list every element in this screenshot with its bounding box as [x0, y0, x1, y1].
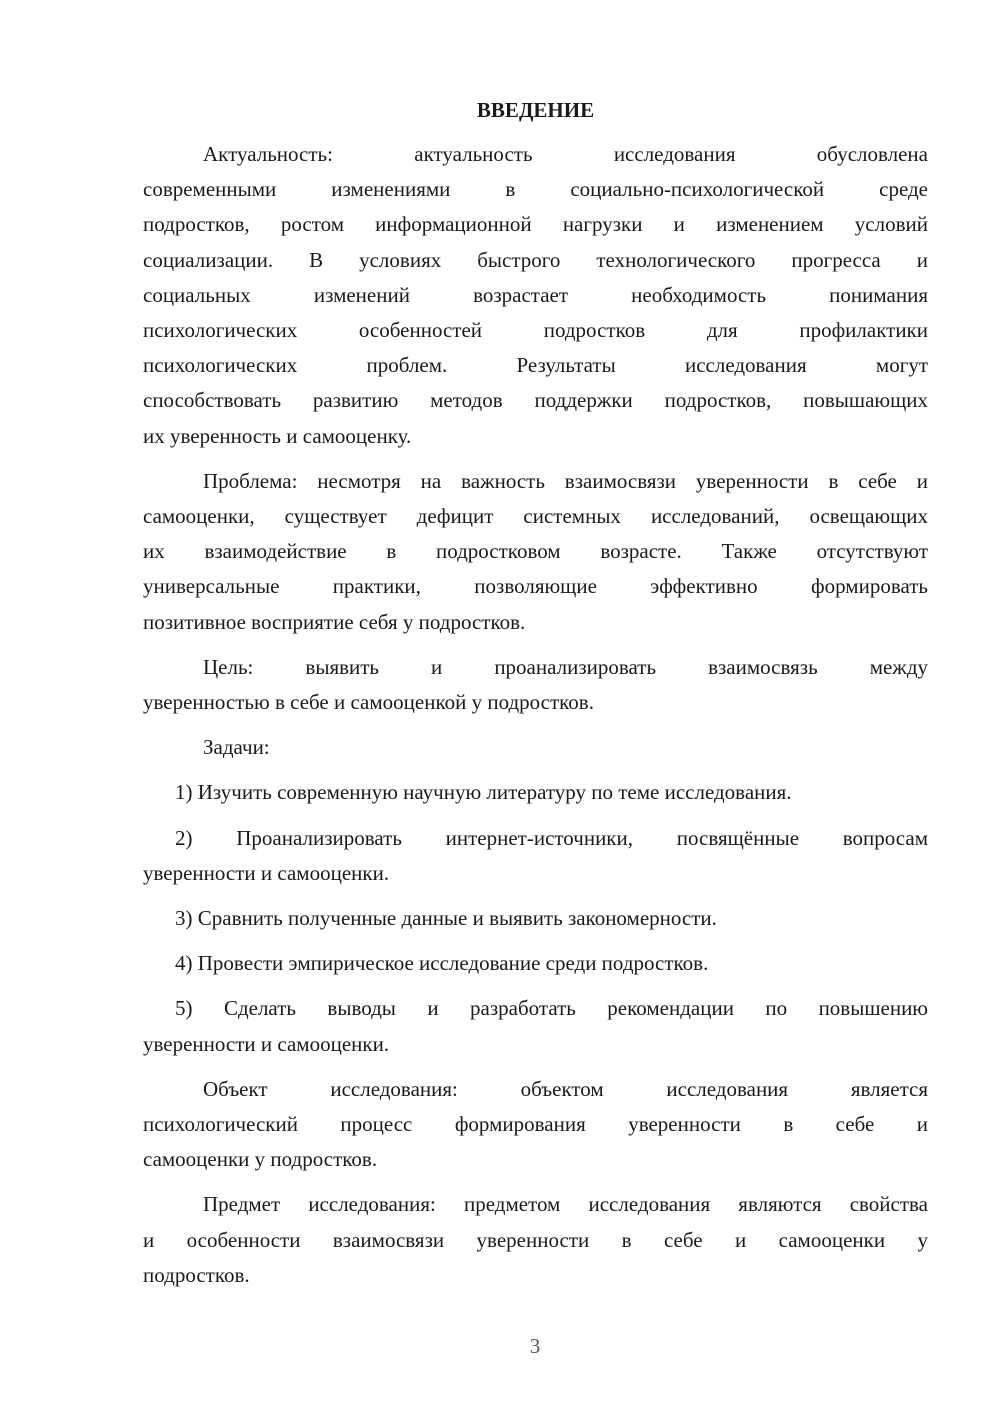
text-line: их уверенность и самооценку.: [143, 423, 412, 448]
text-line: самооценки, существует дефицит системных исследований, освещающих: [143, 504, 928, 529]
text-line: 2) Проанализировать интернет-источники, посвящённые вопросам: [175, 825, 928, 850]
tasks-heading: [143, 730, 928, 765]
text-line: социальных изменений возрастает необходимость понимания: [143, 282, 928, 307]
text-line: уверенностью в себе и самооценкой у подростков.: [143, 690, 594, 715]
text-line: уверенности и самооценки.: [143, 1031, 390, 1056]
text-line: психологических проблем. Результаты исследования могут: [143, 353, 928, 378]
document-title: ВВЕДЕНИЕ: [476, 98, 595, 122]
text-line: Объект исследования: объектом исследования является: [203, 1076, 928, 1101]
text-line: Цель: выявить и проанализировать взаимосвязь между: [203, 654, 928, 679]
text-line: их взаимодействие в подростковом возрасте. Также отсутствуют: [143, 539, 928, 564]
text-line: 3) Сравнить полученные данные и выявить закономерности.: [175, 906, 717, 931]
text-line: 5) Сделать выводы и разработать рекомендации по повышению: [175, 996, 928, 1021]
text-line: 1) Изучить современную научную литературу по теме исследования.: [175, 780, 792, 805]
task-item: [143, 775, 928, 810]
problem-paragraph: [143, 464, 928, 640]
text-line: подростков, ростом информационной нагрузки и изменением условий: [143, 212, 928, 237]
text-line: 4) Провести эмпирическое исследование среди подростков.: [175, 951, 709, 976]
text-line: психологический процесс формирования уверенности в себе и: [143, 1112, 928, 1137]
task-item: [143, 991, 928, 1061]
text-line: подростков.: [143, 1262, 250, 1287]
text-line: и особенности взаимосвязи уверенности в себе и самооценки у: [143, 1227, 928, 1252]
page-number: 3: [529, 1334, 541, 1358]
text-line: Предмет исследования: предметом исследования являются свойства: [203, 1192, 928, 1217]
relevance-paragraph: [143, 137, 928, 454]
document-page: [143, 95, 928, 1293]
subject-paragraph: [143, 1187, 928, 1293]
text-line: способствовать развитию методов поддержки подростков, повышающих: [143, 388, 928, 413]
task-item: [143, 901, 928, 936]
text-line: уверенности и самооценки.: [143, 860, 390, 885]
text-line: современными изменениями в социально-психологической среде: [143, 177, 928, 202]
task-item: [143, 946, 928, 981]
object-paragraph: [143, 1072, 928, 1178]
text-line: позитивное восприятие себя у подростков.: [143, 609, 526, 634]
text-line: психологических особенностей подростков для профилактики: [143, 318, 928, 343]
goal-paragraph: [143, 650, 928, 720]
text-line: самооценки у подростков.: [143, 1147, 378, 1172]
text-line: универсальные практики, позволяющие эффективно формировать: [143, 574, 928, 599]
text-line: Задачи:: [203, 735, 270, 760]
task-item: [143, 821, 928, 891]
text-line: социализации. В условиях быстрого технологического прогресса и: [143, 247, 928, 272]
text-line: Актуальность: актуальность исследования обусловлена: [203, 142, 928, 166]
text-line: Проблема: несмотря на важность взаимосвязи уверенности в себе и: [203, 468, 928, 493]
